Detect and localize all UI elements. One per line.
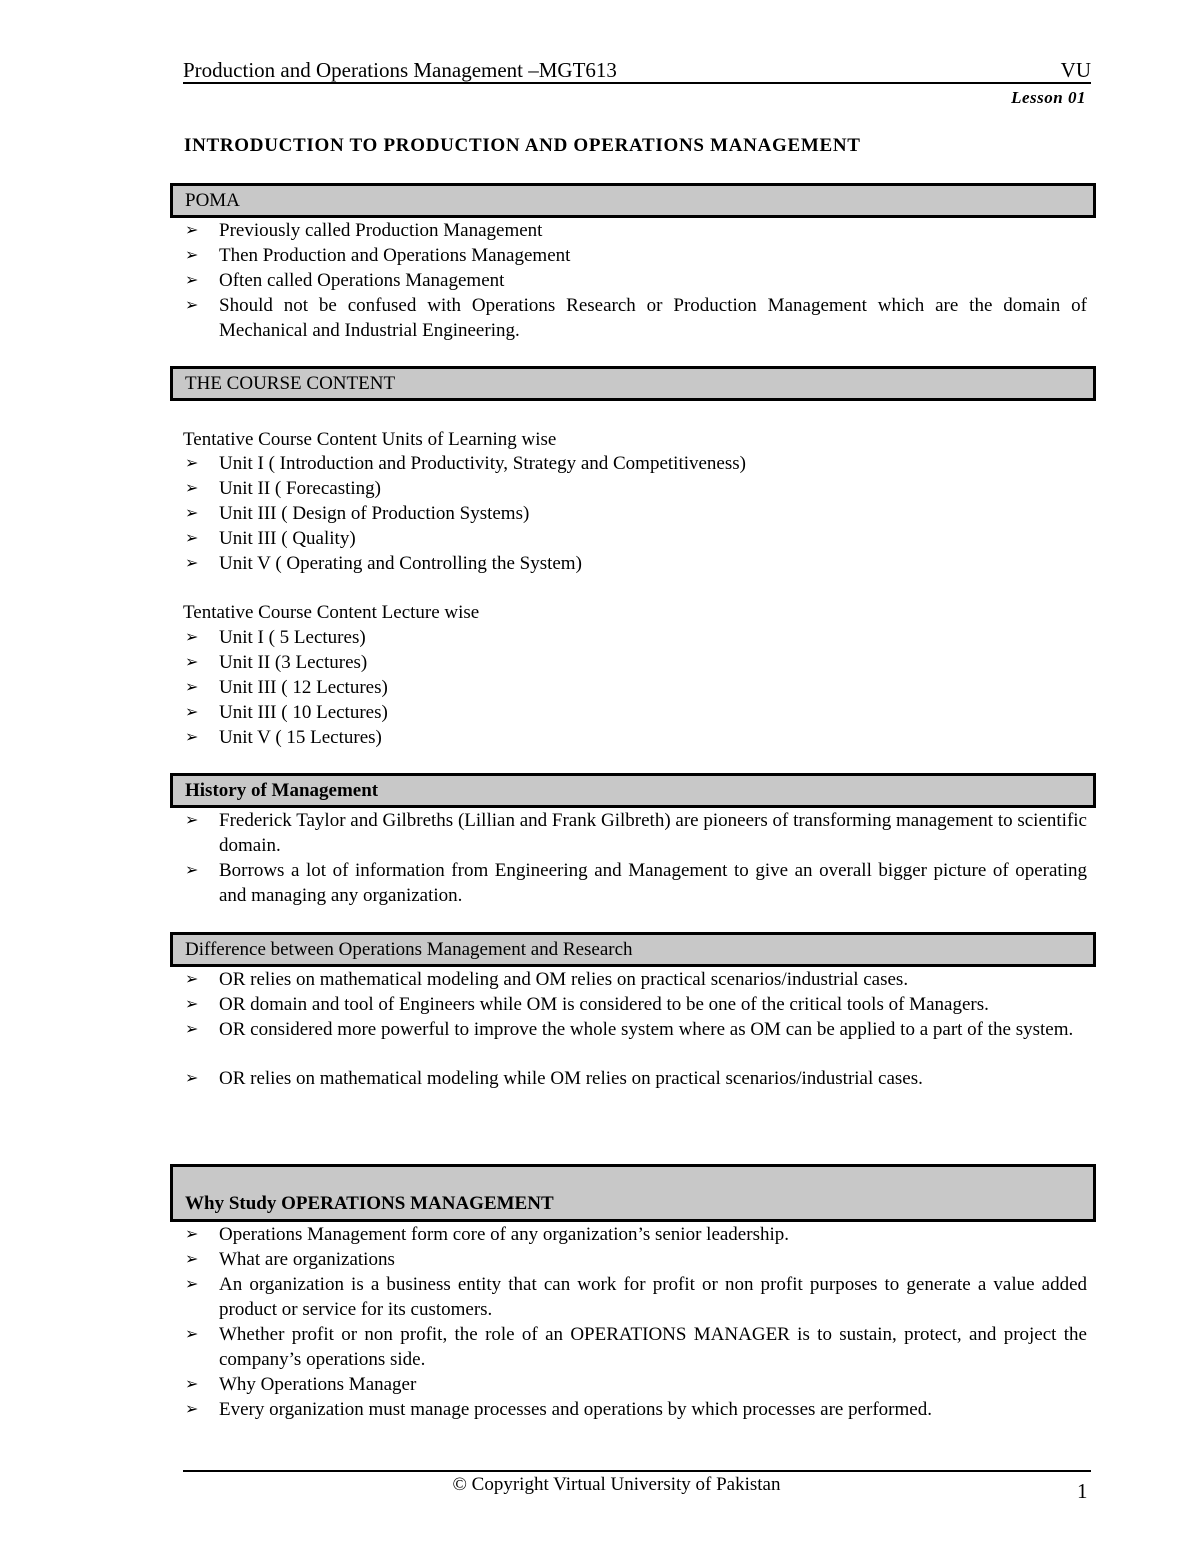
document-title: INTRODUCTION TO PRODUCTION AND OPERATIONS MANAGEMENT — [184, 135, 861, 156]
arrow-bullet-icon: ➢ — [185, 1070, 199, 1087]
list-item: ➢ Frederick Taylor and Gilbreths (Lillian and Frank Gilbreth) are pioneers of transforming management to scientific domain. — [185, 810, 1087, 856]
list-item: ➢ Why Operations Manager — [185, 1374, 417, 1395]
list-item: ➢ Should not be confused with Operations Research or Production Management which are the domain of Mechanical and Industrial Engineering. — [185, 295, 1087, 341]
arrow-bullet-icon: ➢ — [185, 1401, 199, 1418]
course-content-intro-units: Tentative Course Content Units of Learning wise — [183, 429, 557, 450]
list-item: ➢ Unit V ( Operating and Controlling the System) — [185, 553, 582, 574]
arrow-bullet-icon: ➢ — [185, 297, 199, 314]
arrow-bullet-icon: ➢ — [185, 1376, 199, 1393]
list-item: ➢ Borrows a lot of information from Engineering and Management to give an overall bigger picture of operating and managing any organization. — [185, 860, 1087, 906]
difference-list — [183, 967, 1087, 1091]
arrow-bullet-icon: ➢ — [185, 530, 199, 547]
arrow-bullet-icon: ➢ — [185, 704, 199, 721]
poma-list — [183, 218, 1087, 343]
why-study-list — [183, 1222, 1087, 1422]
section-heading-poma: POMA — [170, 183, 1096, 218]
arrow-bullet-icon: ➢ — [185, 480, 199, 497]
section-heading-difference: Difference between Operations Management and Research — [170, 932, 1096, 967]
list-item: ➢ Previously called Production Management — [185, 220, 543, 241]
footer-divider — [183, 1470, 1091, 1472]
course-title: Production and Operations Management –MGT613 — [183, 58, 617, 82]
arrow-bullet-icon: ➢ — [185, 629, 199, 646]
arrow-bullet-icon: ➢ — [185, 1251, 199, 1268]
list-item: ➢ Then Production and Operations Management — [185, 245, 571, 266]
list-item: ➢ An organization is a business entity that can work for profit or non profit purposes to generate a value added product or service for its customers. — [185, 1274, 1087, 1320]
arrow-bullet-icon: ➢ — [185, 1326, 199, 1343]
list-item: ➢ Unit III ( 10 Lectures) — [185, 702, 388, 723]
list-item: ➢ Unit III ( Quality) — [185, 528, 356, 549]
list-spacer — [183, 1042, 1087, 1066]
footer-copyright: © Copyright Virtual University of Pakistan — [452, 1474, 781, 1495]
arrow-bullet-icon: ➢ — [185, 455, 199, 472]
list-item: ➢ OR relies on mathematical modeling while OM relies on practical scenarios/industrial cases. — [185, 1068, 923, 1089]
list-item: ➢ Unit II (3 Lectures) — [185, 652, 368, 673]
arrow-bullet-icon: ➢ — [185, 1226, 199, 1243]
arrow-bullet-icon: ➢ — [185, 862, 199, 879]
section-heading-course-content: THE COURSE CONTENT — [170, 366, 1096, 401]
list-item: ➢ Unit III ( Design of Production Systems) — [185, 503, 530, 524]
page-number: 1 — [1077, 1479, 1088, 1503]
list-item: ➢ OR domain and tool of Engineers while OM is considered to be one of the critical tools of Managers. — [185, 994, 989, 1015]
list-item: ➢ Often called Operations Management — [185, 270, 505, 291]
list-item: ➢ OR considered more powerful to improve the whole system where as OM can be applied to a part of the system. — [185, 1019, 1074, 1040]
course-content-intro-lectures: Tentative Course Content Lecture wise — [183, 602, 480, 623]
list-item: ➢ Unit V ( 15 Lectures) — [185, 727, 382, 748]
list-item: ➢ What are organizations — [185, 1249, 395, 1270]
list-item: ➢ Unit III ( 12 Lectures) — [185, 677, 388, 698]
lectures-list — [183, 625, 1087, 750]
units-list — [183, 451, 1087, 576]
arrow-bullet-icon: ➢ — [185, 679, 199, 696]
list-item: ➢ Operations Management form core of any organization’s senior leadership. — [185, 1224, 789, 1245]
arrow-bullet-icon: ➢ — [185, 272, 199, 289]
arrow-bullet-icon: ➢ — [185, 555, 199, 572]
arrow-bullet-icon: ➢ — [185, 654, 199, 671]
section-heading-history: History of Management — [170, 773, 1096, 808]
history-list — [183, 808, 1087, 908]
page-header — [183, 58, 1091, 84]
arrow-bullet-icon: ➢ — [185, 1276, 199, 1293]
arrow-bullet-icon: ➢ — [185, 729, 199, 746]
arrow-bullet-icon: ➢ — [185, 247, 199, 264]
arrow-bullet-icon: ➢ — [185, 996, 199, 1013]
list-item: ➢ Whether profit or non profit, the role of an OPERATIONS MANAGER is to sustain, protect, and project the company’s operations side. — [185, 1324, 1087, 1370]
list-item: ➢ OR relies on mathematical modeling and OM relies on practical scenarios/industrial cases. — [185, 969, 909, 990]
arrow-bullet-icon: ➢ — [185, 1021, 199, 1038]
arrow-bullet-icon: ➢ — [185, 505, 199, 522]
arrow-bullet-icon: ➢ — [185, 222, 199, 239]
arrow-bullet-icon: ➢ — [185, 971, 199, 988]
list-item: ➢ Every organization must manage processes and operations by which processes are performed. — [185, 1399, 932, 1420]
arrow-bullet-icon: ➢ — [185, 812, 199, 829]
list-item: ➢ Unit II ( Forecasting) — [185, 478, 381, 499]
list-item: ➢ Unit I ( Introduction and Productivity, Strategy and Competitiveness) — [185, 453, 746, 474]
lesson-label: Lesson 01 — [1011, 88, 1086, 107]
section-heading-why-study: Why Study OPERATIONS MANAGEMENT — [170, 1164, 1096, 1222]
list-item: ➢ Unit I ( 5 Lectures) — [185, 627, 366, 648]
institution-label: VU — [1060, 58, 1091, 82]
